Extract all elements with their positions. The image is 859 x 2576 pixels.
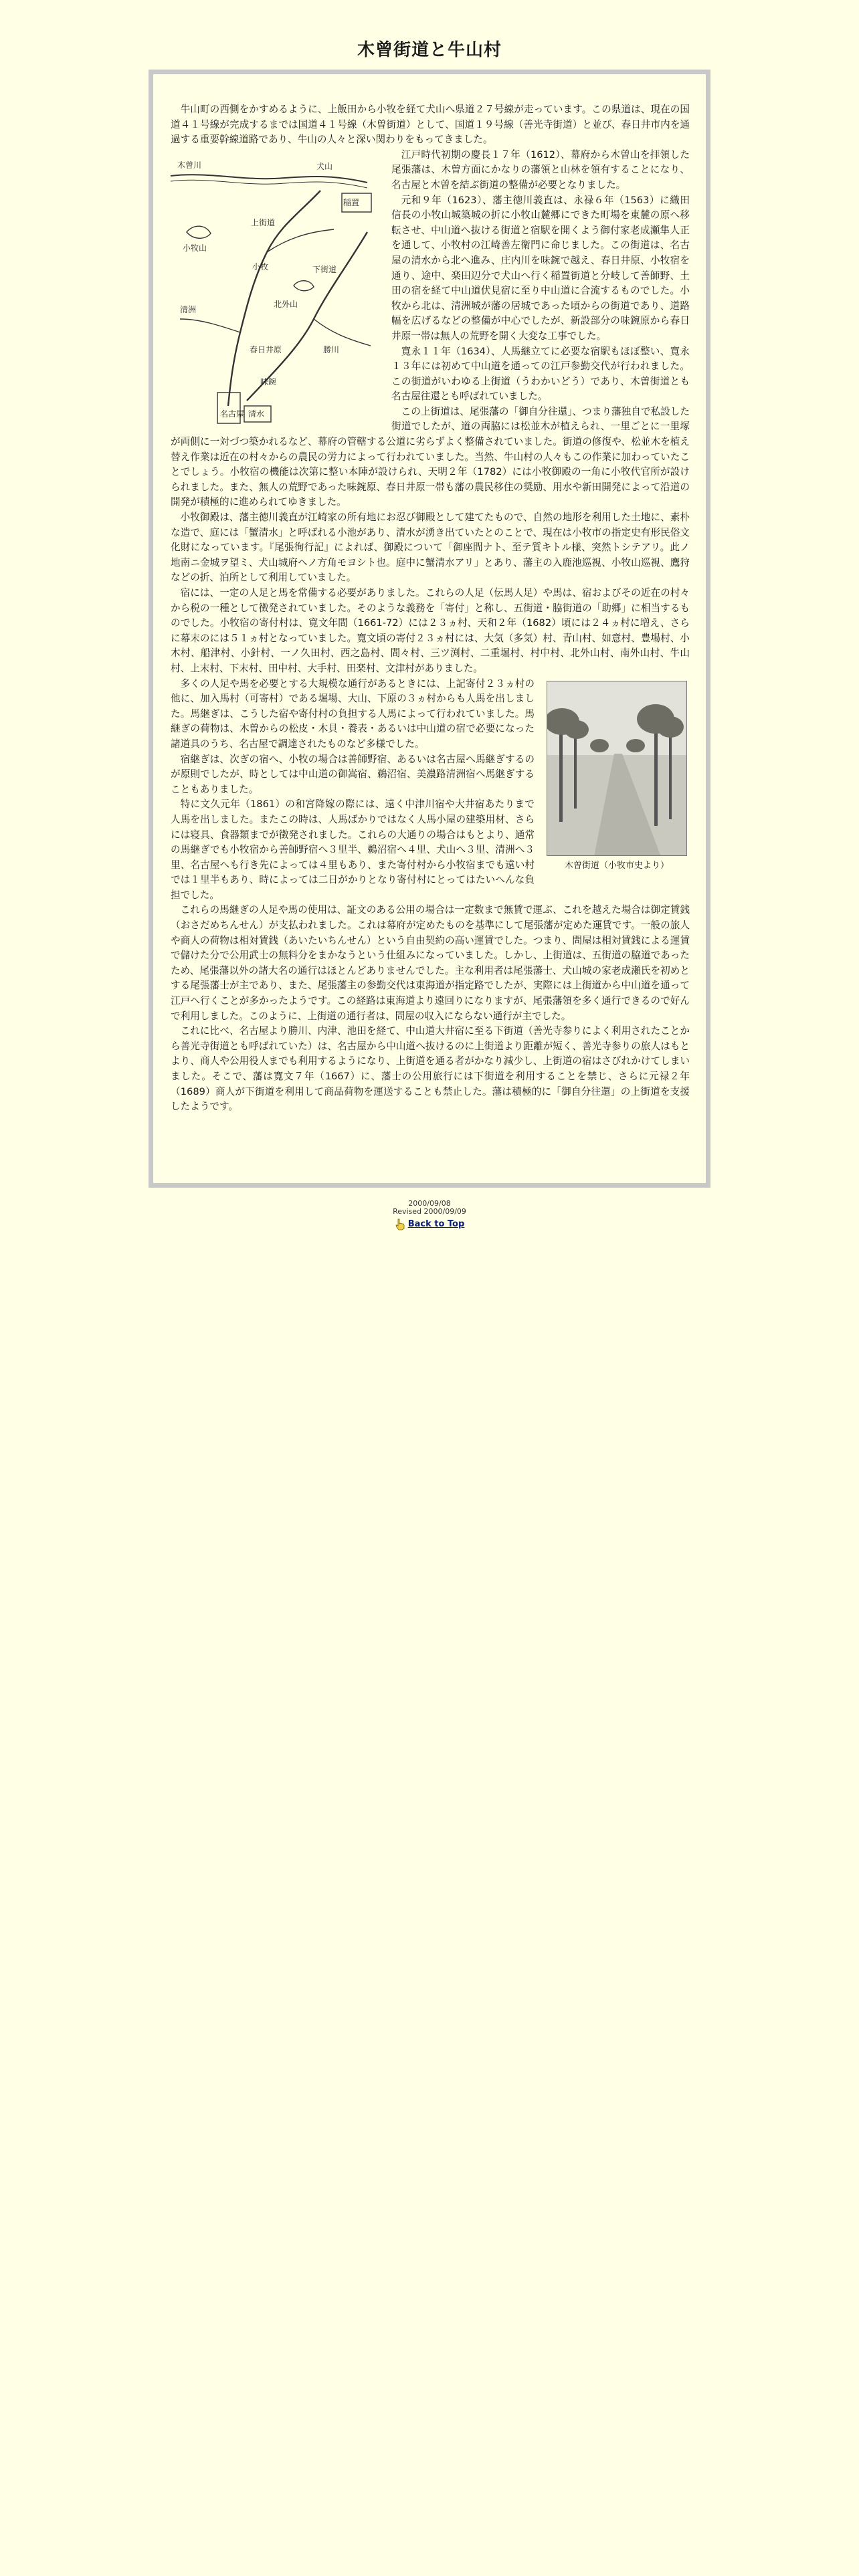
paragraph: 牛山町の西側をかすめるように、上飯田から小牧を経て犬山へ県道２７号線が走っています。この県道は、現在の国道４１号線が完成するまでは国道４１号線（木曽街道）として、国道１９号線（善光寺街道）と並び、春日井市内を通過する重要幹線道路であり、牛山の人々と深い関わりをもってきました。 — [171, 104, 690, 146]
revised-stamp: Revised 2000/09/09 — [393, 1207, 466, 1216]
article-body — [171, 102, 690, 1115]
back-to-top-label: Back to Top — [407, 1219, 465, 1229]
back-to-top-link[interactable] — [395, 1218, 465, 1230]
route-map — [167, 152, 382, 426]
paragraph: 宿継ぎは、次ぎの宿へ、小牧の場合は善師野宿、あるいは名古屋へ馬継ぎするのが原則でしたが、時としては中山道の御嵩宿、鵜沼宿、美濃路清洲宿へ馬継ぎすることもありました。 — [171, 753, 535, 795]
map-label: 名古屋 — [220, 409, 245, 419]
map-label: 味鋺 — [260, 377, 277, 387]
page-title: 木曾街道と牛山村 — [357, 40, 502, 60]
paragraph: 特に文久元年（1861）の和宮降嫁の際には、遠く中津川宿や大井宿あたりまで人馬を出しました。またこの時は、人馬ばかりではなく人馬小屋の建築用材、さらには寝具、食器類までが徴発されました。これらの大通りの場合はもとより、通常の馬継ぎでも小牧宿から善師野宿へ３里半、鵜沼宿へ４里、犬山へ３里、清洲へ３里、名古屋へも行き先によっては４里もあり、また寄付村から小牧宿までも遠い村では１里半もあり、時によっては二日がかりとなり寄付村にとってはたいへんな負担でした。 — [171, 798, 535, 901]
paragraph: 小牧御殿は、藩主徳川義直が江崎家の所有地にお忍び御殿として建てたもので、自然の地形を利用した土地に、素朴な造で、庭には「蟹清水」と呼ばれる小池があり、清水が湧き出ていたとのことで、現在は小牧市の指定史有形民俗文化財になっています。『尾張徇行記』によれば、御殿について「御座間ナト、至テ質キトル様、突然トシテアリ。此ノ地南ニ金城ヲ望ミ、犬山城府ヘノ方角モヨシト也。庭中に蟹清水アリ」とあり、藩主の入鹿池巡視、小牧山巡視、鷹狩などの折、泊所として利用していました。 — [171, 512, 690, 584]
route-map-drawing — [167, 152, 382, 426]
paragraph: 寛永１１年（1634）、人馬継立てに必要な宿駅もほぼ整い、寛永１３年には初めて中山道を通っての江戸参勤交代が行われました。この街道がいわゆる上街道（うわかいどう）であり、木曽街道とも名古屋往還とも呼ばれていました。 — [391, 345, 690, 403]
hand-pointer-icon — [395, 1218, 405, 1230]
map-label: 上街道 — [251, 217, 276, 227]
map-label: 小牧 — [252, 261, 269, 272]
map-label: 勝川 — [323, 344, 340, 354]
map-label: 犬山 — [316, 161, 333, 171]
map-label: 下街道 — [312, 264, 337, 274]
photo-caption: 木曽街道（小牧市史より） — [564, 860, 669, 871]
map-label: 清洲 — [180, 304, 197, 314]
photo-figure — [544, 677, 690, 872]
paragraph: この上街道は、尾張藩の「御自分往還」、つまり藩独自で私設した街道でしたが、道の両脇には松並木が植えられ、一里ごとに一里塚が両側に一対づつ築かれるなど、幕府の管轄する公道に劣らずよく整備されていました。街道の修復や、松並木を植え替え作業は近在の村々からの農民の労力によって行われていました。当然、牛山村の人々もこの作業に加わっていたことでしょう。小牧宿の機能は次第に整い本陣が設けられ、天明２年（1782）には小牧御殿の一角に小牧代官所が設けられました。また、無人の荒野であった味鋺原、春日井原一帯も藩の農民移住の奨励、用水や新田開発によって沿道の開発が積極的に進められてゆきました。 — [171, 405, 690, 508]
map-label: 木曽川 — [177, 160, 202, 170]
map-label: 春日井原 — [250, 344, 282, 354]
paragraph: 多くの人足や馬を必要とする大規模な通行があるときには、上記寄付２３ヵ村の他に、加入馬村（可寄村）である堀場、大山、下原の３ヵ村からも人馬を出しました。馬継ぎは、こうした宿や寄付村の負担する人馬によって行われていました。馬継ぎの荷物は、木曽からの松皮・木貝・養表・あるいは中山道の宿で必要になった諸道具のうち、名古屋で調達されたものなど多様でした。 — [171, 677, 535, 750]
map-label: 小牧山 — [183, 243, 207, 253]
map-label: 稲置 — [343, 197, 360, 207]
page-footer — [0, 1200, 859, 1232]
paragraph: これに比べ、名古屋より勝川、内津、池田を経て、中山道大井宿に至る下街道（善光寺参りによく利用されたことから善光寺街道とも呼ばれていた）は、名古屋から中山道へ抜けるのに上街道より距離が短く、善光寺参りの旅人はもとより、商人や公用役人までも利用するようになり、上街道を通る者がかなり減少し、上街道の宿はさびれかけてしまいました。そこで、藩は寛文７年（1667）に、藩士の公用旅行には下街道を利用することを禁じ、さらに元禄２年（1689）商人が下街道を利用して商品荷物を運送することも禁止した。藩は積極的に「御自分往還」の上街道を支援したようです。 — [171, 1025, 690, 1113]
road-photo — [547, 681, 687, 856]
paragraph: 江戸時代初期の慶長１７年（1612）、幕府から木曽山を拝領した尾張藩は、木曽方面にかなりの藩領と山林を領有することになり、名古屋と木曽を結ぶ街道の整備が必要となりました。 — [391, 148, 690, 191]
article-frame — [149, 70, 710, 1188]
date-stamp: 2000/09/08 — [408, 1199, 451, 1208]
paragraph: 宿には、一定の人足と馬を常備する必要がありました。これらの人足（伝馬人足）や馬は、宿およびその近在の村々から税の一種として徴発されていました。そのような義務を「寄付」と称し、五街道・脇街道の「助郷」に相当するものでした。小牧宿の寄付村は、寛文年間（1661-72）には２３ヵ村、天和２年（1682）頃には２４ヵ村に増え、さらに幕末のには５１ヵ村となっていました。寛文頃の寄付２３ヵ村には、大気（多気）村、青山村、如意村、豊場村、小木村、船津村、小針村、一ノ久田村、西之島村、間々村、三ツ渕村、二重堀村、村中村、北外山村、南外山村、牛山村、上末村、下末村、田中村、大手村、田楽村、文津村がありました。 — [171, 587, 690, 674]
map-label: 北外山 — [274, 299, 298, 309]
paragraph: 元和９年（1623）、藩主徳川義直は、永禄６年（1563）に織田信長の小牧山城築城の折に小牧山麓郷にできた町場を東麓の原へ移転させ、中山道へ抜ける街道と宿駅を開くよう御付家老成瀬隼人正を通して、小牧村の江崎善左衛門に命じました。この街道は、名古屋の清水から北へ進み、庄内川を味鋺で越え、春日井原、小牧宿を通り、途中、楽田辺分で犬山へ行く稲置街道と分岐して善師野、土田の宿を経て中山道伏見宿に至り中山道に合流するものでした。小牧から北は、清洲城が藩の居城であった頃からの街道であり、道路幅を広げるなどの整備が中心でしたが、新設部分の味鋺原から春日井原一帯は無人の荒野を開く大変な工事でした。 — [391, 194, 690, 342]
paragraph: これらの馬継ぎの人足や馬の使用は、証文のある公用の場合は一定数まで無賃で運ぶ、これを越えた場合は御定賃銭（おさだめちんせん）が支払われました。これは幕府が定めたものを基準にして尾張藩が定めた運賃です。一般の旅人や商人の荷物は相対賃銭（あいたいちんせん）という自由契約の高い運賃でした。つまり、問屋は相対賃銭による運賃で儲けた分で公用武士の無料分をまかなうという仕組みになっていました。しかし、上街道は、五街道の脇道であったため、尾張藩以外の諸大名の通行はほとんどありませんでした。主な利用者は尾張藩士、犬山城の家老成瀬氏を初めとする尾張藩士が主であり、また、尾張藩主の参勤交代は東海道が指定路でしたが、実際には上街道から中山道を通って江戸へ行くことが多かったようです。この経路は東海道より遠回りになりますが、尾張藩領を多く通行できるので好んで利用しました。このように、上街道の通行者は、問屋の収入にならない通行が主でした。 — [171, 904, 690, 1022]
map-label: 清水 — [248, 409, 265, 419]
